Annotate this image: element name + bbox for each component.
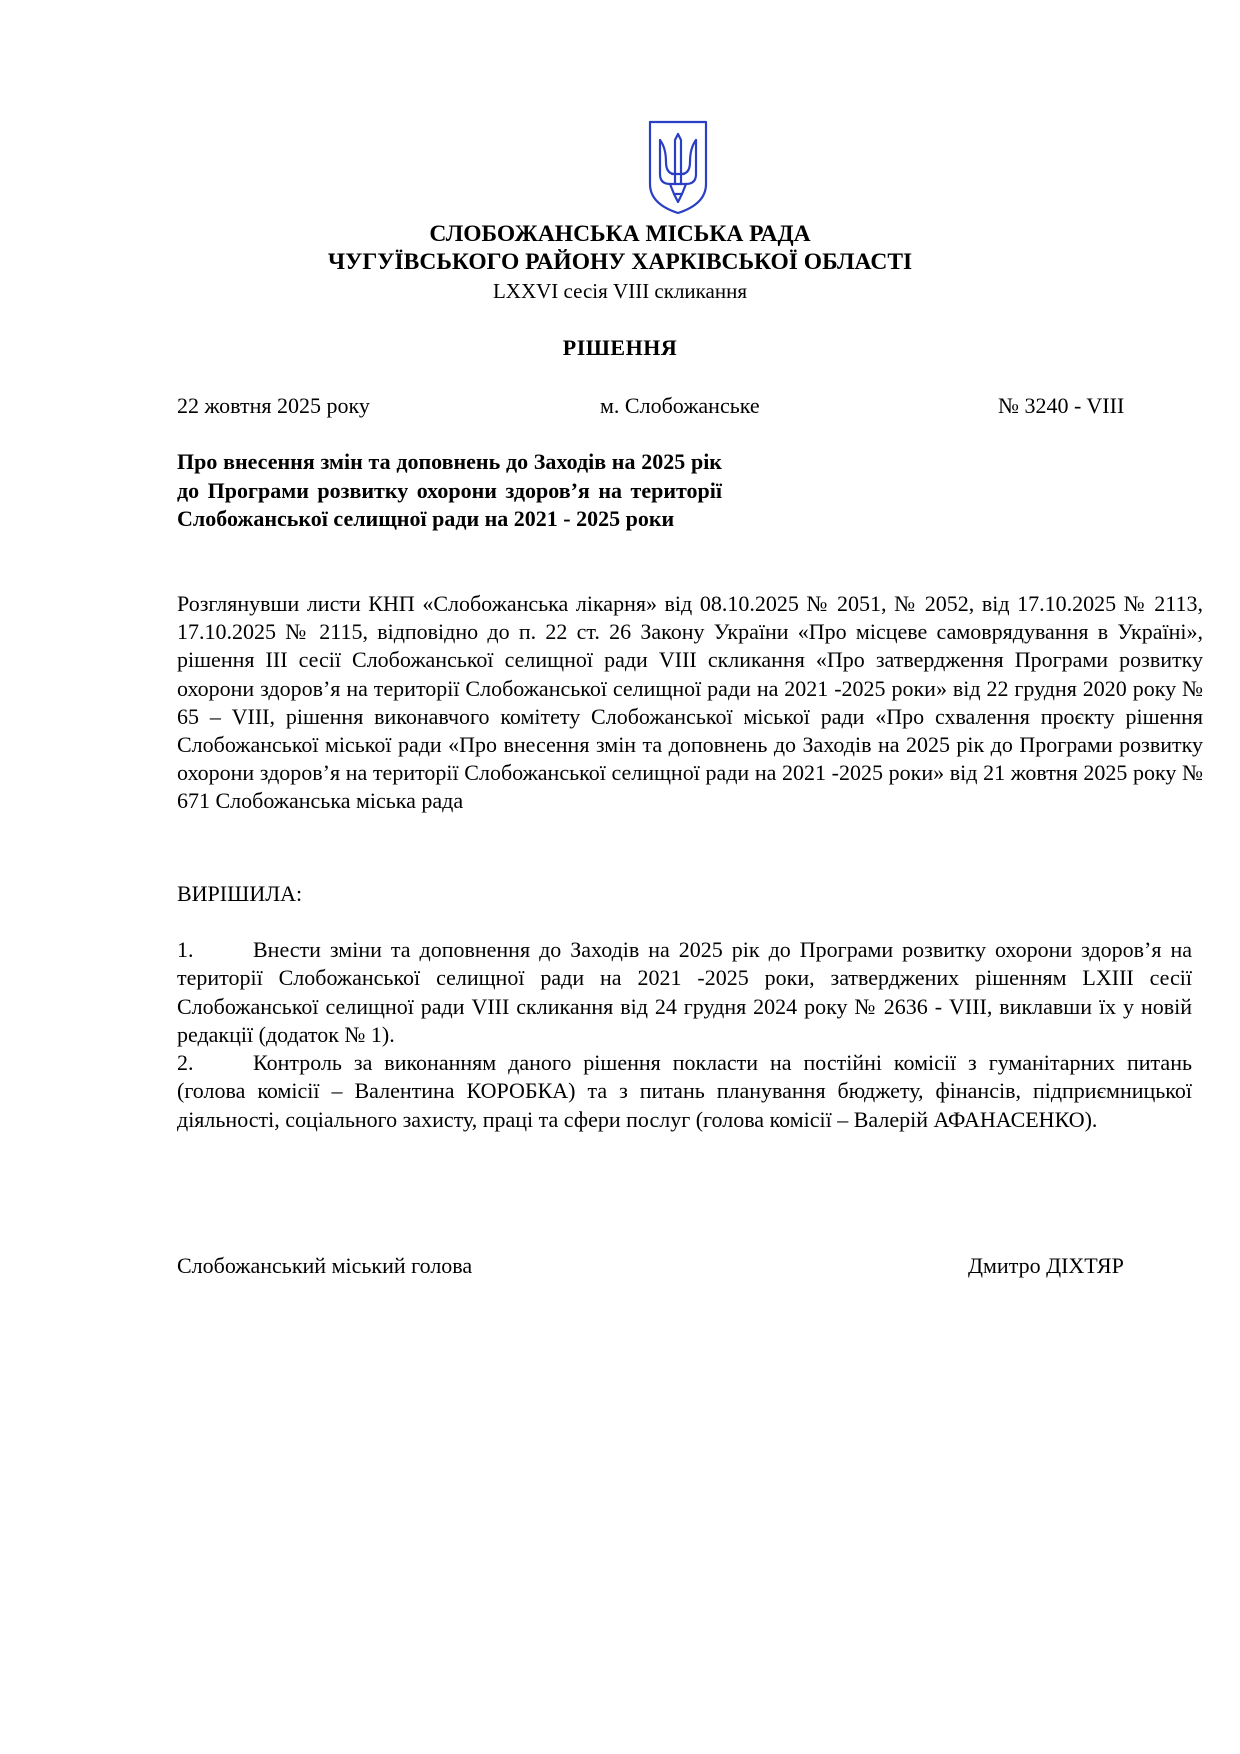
decision-date: 22 жовтня 2025 року xyxy=(177,393,370,418)
item-text: Контроль за виконанням даного рішення покласти на постійні комісії з гуманітарних питань (голова комісії – Валентина КОРОБКА) та з питань планування бюджету, фінансів, підприємницької діяльності, соціального захисту, праці та сфери послуг (голова комісії – Валерій АФАНАСЕНКО). xyxy=(177,1050,1192,1132)
item-number: 1. xyxy=(177,937,194,962)
decision-number: № 3240 - VIII xyxy=(998,393,1125,418)
preamble-paragraph: Розглянувши листи КНП «Слобожанська лікарня» від 08.10.2025 № 2051, № 2052, від 17.10.2025 № 2113, 17.10.2025 № 2115, відповідно до п. 22 ст. 26 Закону України «Про місцеве самоврядування в Україні», рішення ІІІ сесії Слобожанської селищної ради VІІІ скликання «Про затвердження Програми розвитку охорони здоров’я на території Слобожанської селищної ради на 2021 -2025 роки» від 22 грудня 2020 року № 65 – VIII, рішення виконавчого комітету Слобожанської міської ради «Про схвалення проєкту рішення Слобожанської міської ради «Про внесення змін та доповнень до Заходів на 2025 рік до Програми розвитку охорони здоров’я на території Слобожанської селищної ради на 2021 -2025 роки» від 21 жовтня 2025 року № 671 Слобожанська міська рада xyxy=(177,591,1203,814)
trident-coat-of-arms-icon xyxy=(646,118,710,216)
resolution-item-2 xyxy=(177,1049,1192,1134)
decision-city: м. Слобожанське xyxy=(600,393,760,418)
decision-subject: Про внесення змін та доповнень до Заходів на 2025 рік до Програми розвитку охорони здоров’я на території Слобожанської селищної ради на 2021 - 2025 роки xyxy=(177,449,722,531)
signatory-position: Слобожанський міський голова xyxy=(177,1253,473,1278)
resolution-items xyxy=(177,936,1192,1134)
document-type-heading: РІШЕННЯ xyxy=(562,335,678,360)
signatory-name: Дмитро ДІХТЯР xyxy=(968,1253,1124,1278)
district-title: ЧУГУЇВСЬКОГО РАЙОНУ ХАРКІВСЬКОЇ ОБЛАСТІ xyxy=(327,249,913,275)
resolved-label: ВИРІШИЛА: xyxy=(177,881,303,906)
resolution-item-1 xyxy=(177,936,1192,1049)
item-number: 2. xyxy=(177,1050,194,1076)
session-line: LXXVI сесія VIII скликання xyxy=(492,279,748,303)
council-title: СЛОБОЖАНСЬКА МІСЬКА РАДА xyxy=(429,221,811,247)
item-text: Внести зміни та доповнення до Заходів на 2025 рік до Програми розвитку охорони здоров’я на території Слобожанської селищної ради на 2021 -2025 роки, затверджених рішенням LXIII сесії Слобожанської селищної ради VIII скликання від 24 грудня 2024 року № 2636 - VIII, виклавши їх у новій редакції (додаток № 1). xyxy=(177,937,1192,1047)
